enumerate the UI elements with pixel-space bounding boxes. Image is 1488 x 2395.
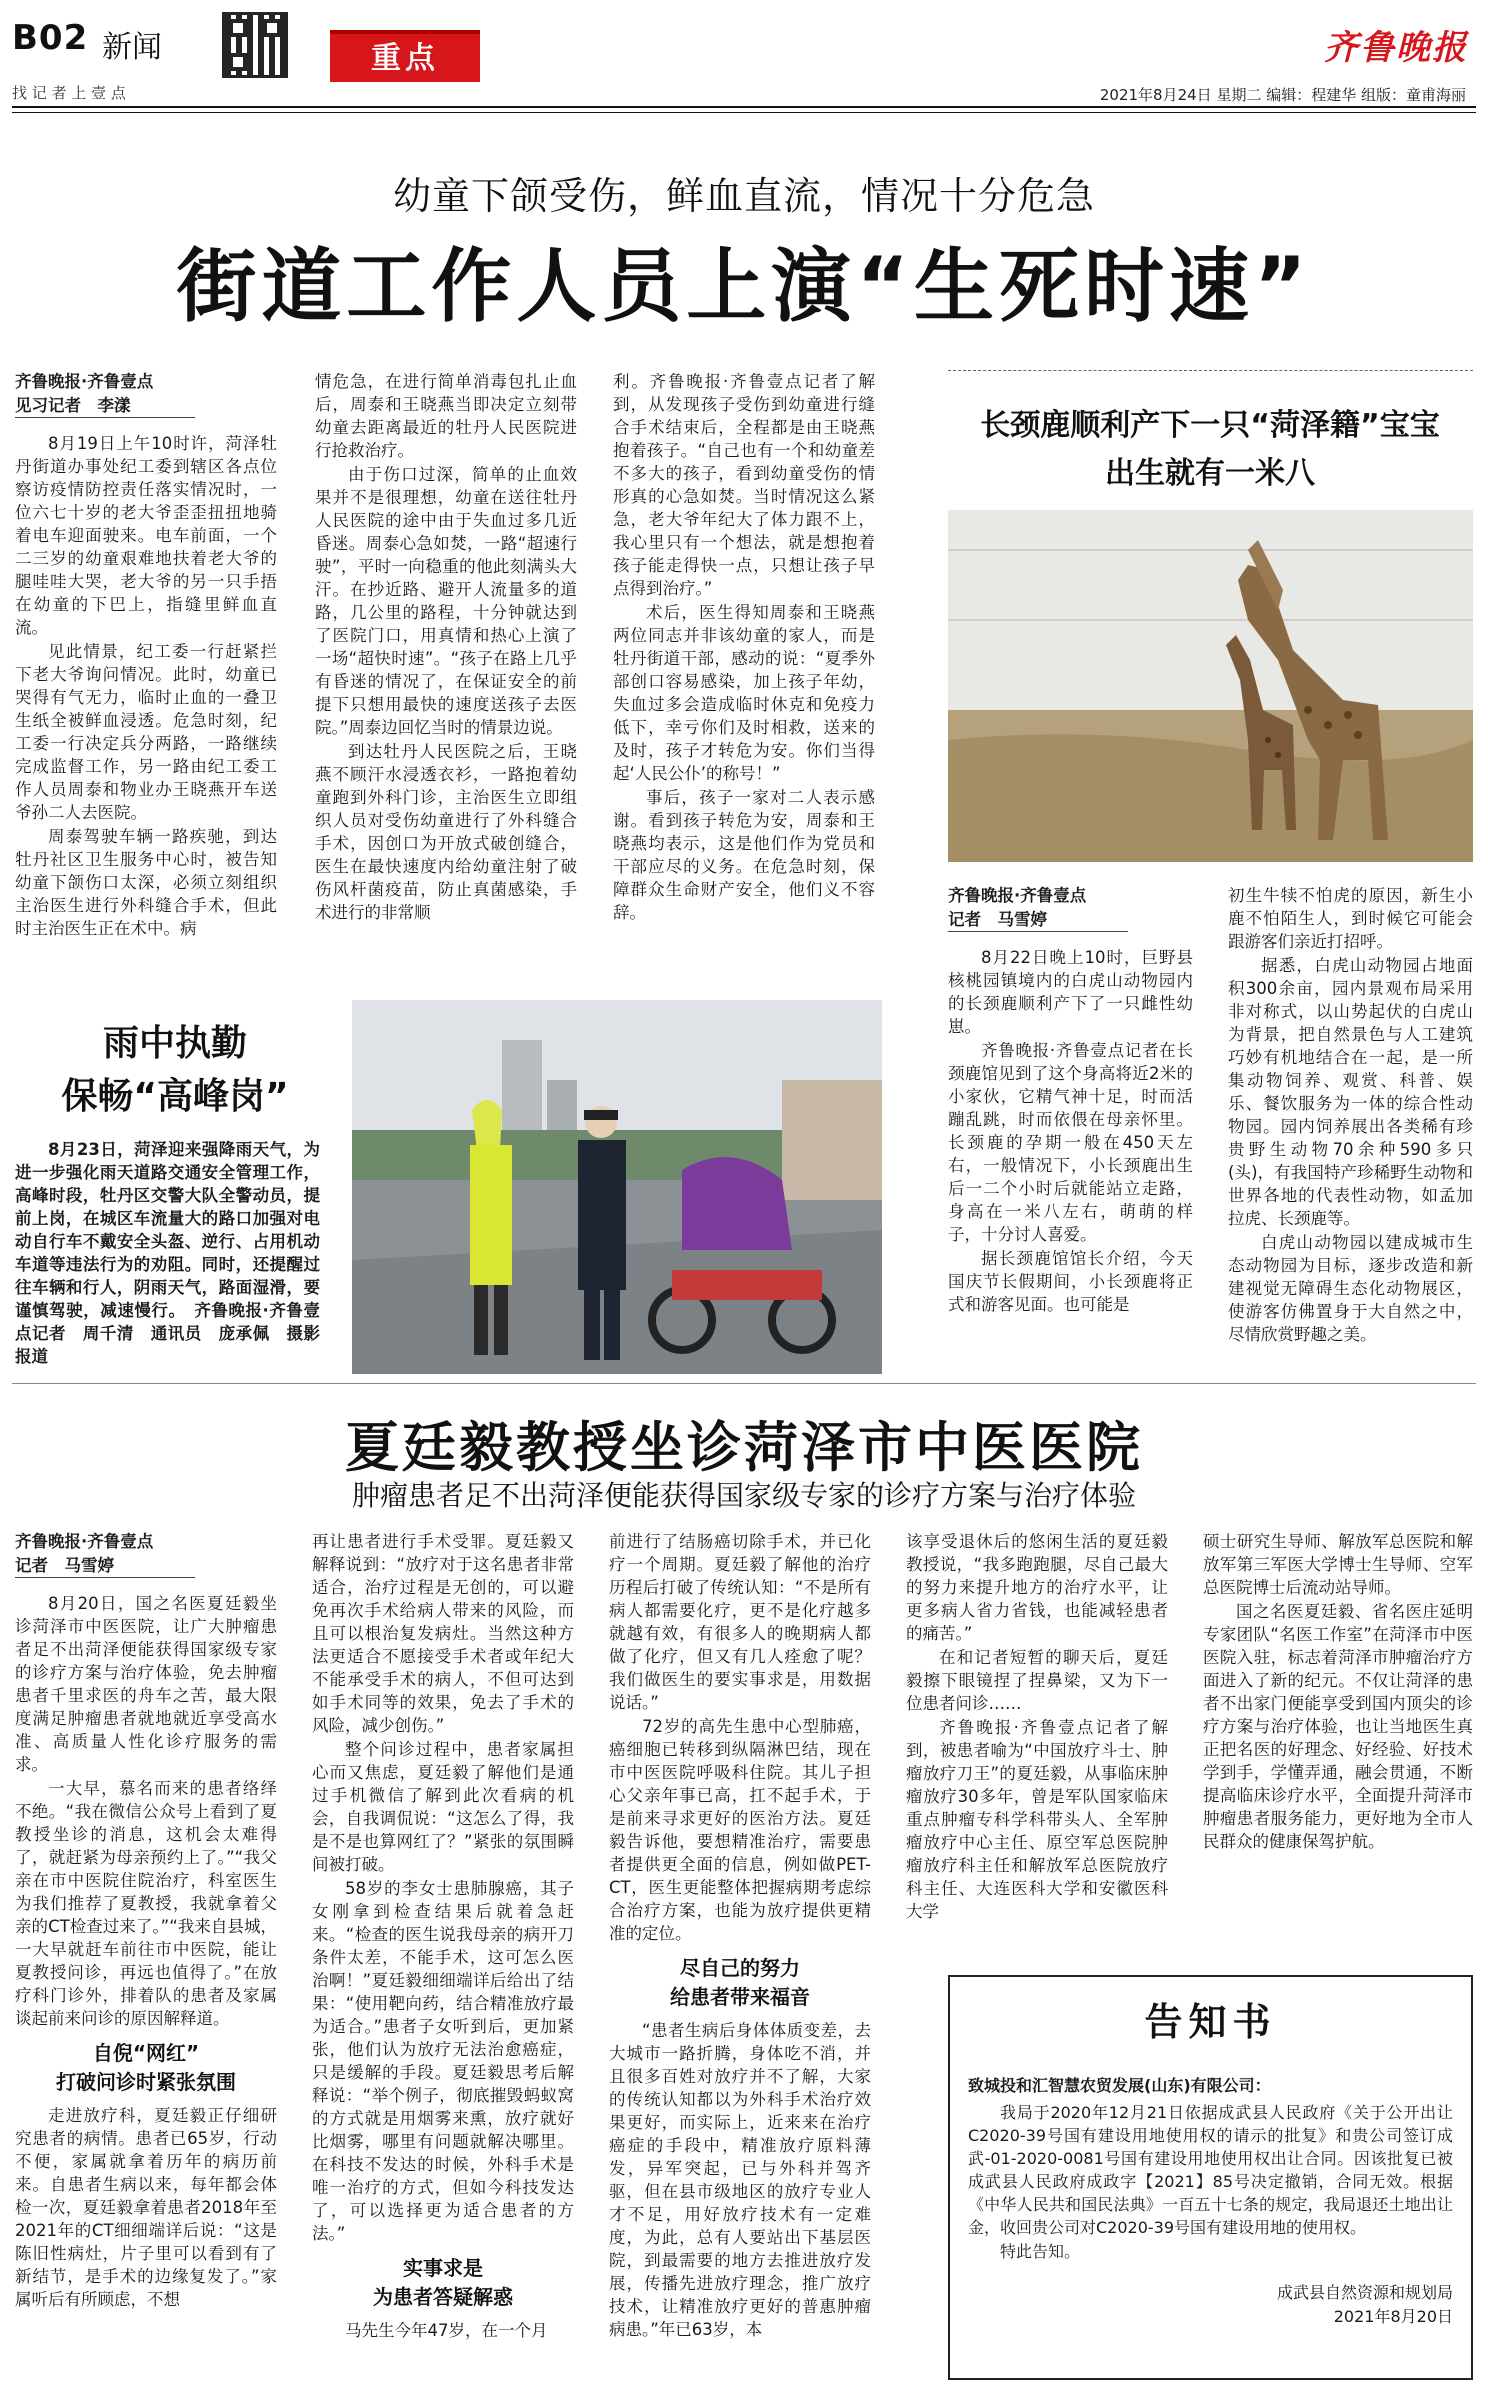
notice-to: 致城投和汇智慧农贸发展(山东)有限公司： [968,2076,1271,2095]
paragraph: 8月19日上午10时许，菏泽牡丹街道办事处纪工委到辖区各点位察访疫情防控责任落实情况时，一位六七十岁的老大爷歪歪扭扭地骑着电车迎面驶来。电车前面，一个二三岁的幼童艰难地扶着老大爷的腿哇哇大哭，老大爷的另一只手捂在幼童的下巴上，指缝里鲜血直流。 [15,434,277,637]
section-tag-label: 重点 [371,41,439,76]
paragraph: “患者生病后身体体质变差，去大城市一路折腾，身体吃不消，并且很多百姓对放疗并不了解，大家的传统认知都以为外科手术治疗效果更好，而实际上，近来来在治疗癌症的手段中，精准放疗原料薄发，异军突起，已与外科并驾齐驱，但在县市级地区的放疗专业人才不足，用好放疗技术有一定难度，为此，总有人要站出下基层医院，到最需要的地方去推进放疗发展，传播先进放疗理念，推广放疗技术，让精准放疗更好的普惠肿瘤病患。”年已63岁，本 [609,2021,871,2339]
qr-code [222,12,288,78]
paragraph: 8月22日晚上10时，巨野县核桃园镇境内的白虎山动物园内的长颈鹿顺利产下了一只雌性幼崽。 [948,948,1193,1036]
paragraph: 72岁的高先生患中心型肺癌，癌细胞已转移到纵隔淋巴结，现在市中医医院呼吸科住院。其儿子担心父亲年事已高，扛不起手术，于是前来寻求更好的医治方法。夏廷毅告诉他，要想精准治疗，需要患者提供更全面的信息，例如做PET-CT，医生更能整体把握病期考虑综合治疗方案，也能为放疗提供更精准的定位。 [609,1717,871,1943]
paragraph: 由于伤口过深，简单的止血效果并不是很理想，幼童在送往牡丹人民医院的途中由于失血过多几近昏迷。周泰心急如焚，一路“超速行驶”，平时一向稳重的他此刻满头大汗。在抄近路、避开人流量多的道路，几公里的路程，十分钟就达到了医院门口，用真情和热心上演了一场“超快时速”。“孩子在路上几乎有昏迷的情况了，在保证安全的前提下只想用最快的速度送孩子去医院。”周泰边回忆当时的情景边说。 [315,465,577,737]
notice-closing: 特此告知。 [1000,2242,1081,2261]
story2-col2 [312,1530,574,2343]
notice-sign-date: 2021年8月20日 [1333,2307,1453,2326]
giraffe-col2 [1228,884,1473,1347]
story1-byline2: 见习记者 李漾 [15,394,195,418]
story1-col1 [15,370,277,941]
paragraph: 白虎山动物园以建成城市生态动物园为目标，逐步改造和新建视觉无障碍生态化动物展区，使游客仿佛置身于大自然之中，尽情欣赏野趣之美。 [1228,1233,1473,1344]
paragraph: 初生牛犊不怕虎的原因，新生小鹿不怕陌生人，到时候它可能会跟游客们亲近打招呼。 [1228,886,1473,951]
paragraph: 马先生今年47岁，在一个月 [345,2321,548,2340]
masthead-sub: 找 记 者 上 壹 点 [12,84,126,102]
paragraph: 该享受退休后的悠闲生活的夏廷毅教授说，“我多跑跑腿，尽自己最大的努力来提升地方的治疗水平，让更多病人省力省钱，也能减轻患者的痛苦。” [906,1532,1168,1643]
notice-sign-org: 成武县自然资源和规划局 [1276,2283,1453,2302]
story1-col3 [613,370,875,925]
story2-col4 [906,1530,1168,1924]
story2-col3 [609,1530,871,2342]
paragraph: 据长颈鹿馆馆长介绍，今天国庆节长假期间，小长颈鹿将正式和游客见面。也可能是 [948,1249,1193,1314]
subhead: 实事求是 [403,2256,483,2280]
subhead: 尽自己的努力 [680,1956,800,1980]
paragraph: 齐鲁晚报·齐鲁壹点记者在长颈鹿馆见到了这个身高将近2米的小家伙，它精气神十足，时而活蹦乱跳，时而依偎在母亲怀里。长颈鹿的孕期一般在450天左右，一般情况下，小长颈鹿出生后一二个小时后就能站立走路，身高在一米八左右，萌萌的样子，十分讨人喜爱。 [948,1041,1193,1244]
paragraph: 国之名医夏廷毅、省名医庄延明专家团队“名医工作室”在菏泽市中医医院入驻，标志着菏泽市肿瘤治疗方面进入了新的纪元。不仅让菏泽的患者不出家门便能享受到国内顶尖的诊疗方案与治疗体验，也让当地医生真正把名医的好理念、好经验、好技术学到手，学懂弄通，融会贯通，不断提高临床诊疗水平，全面提升菏泽市肿瘤患者服务能力，更好地为全市人民群众的健康保驾护航。 [1203,1602,1473,1851]
paragraph: 58岁的李女士患肺腺癌，其子女刚拿到检查结果后就着急赶来。“检查的医生说我母亲的病开刀条件太差，不能手术，这可怎么医治啊！”夏廷毅细细端详后给出了结果：“使用靶向药，结合精准放疗最为适合。”患者子女听到后，更加紧张，他们认为放疗无法治愈癌症，只是缓解的手段。夏廷毅思考后解释说：“举个例子，彻底摧毁蚂蚁窝的方式就是用烟雾来熏，放疗就好比烟雾，哪里有问题就解决哪里。在科技不发达的时候，外科手术是唯一治疗的方式，但如今科技发达了，可以选择更为适合患者的方法。” [312,1879,574,2243]
rain-headline-1: 雨中执勤 [102,1023,247,1064]
subhead: 自倪“网红” [92,2041,200,2065]
subhead: 给患者带来福音 [670,1985,810,2009]
paragraph: 利。齐鲁晚报·齐鲁壹点记者了解到，从发现孩子受伤到幼童进行缝合手术结束后，全程都是由王晓燕抱着孩子。“自己也有一个和幼童差不多大的孩子，看到幼童受伤的情形真的心急如焚。当时情况这么紧急，老大爷年纪大了体力跟不上，我心里只有一个想法，就是想抱着孩子能走得快一点，只想让孩子早点得到治疗。” [613,372,875,598]
rain-headline-2: 保畅“高峰岗” [61,1076,289,1117]
rain-photo [352,1000,882,1374]
paragraph: 见此情景，纪工委一行赶紧拦下老大爷询问情况。此时，幼童已哭得有气无力，临时止血的一叠卫生纸全被鲜血浸透。危急时刻，纪工委一行决定兵分两路，一路继续完成监督工作，另一路由纪工委工作人员周泰和物业办王晓燕开车送爷孙二人去医院。 [15,642,277,822]
giraffe-headline-2: 出生就有一米八 [1105,456,1315,491]
story2-col1 [15,1530,277,2312]
story2-headline: 夏廷毅教授坐诊菏泽市中医医院 [345,1416,1143,1479]
paragraph: 在和记者短暂的聊天后，夏廷毅擦下眼镜捏了捏鼻梁，又为下一位患者问诊…… [906,1648,1168,1713]
date-line: 2021年8月24日 星期二 编辑：程建华 组版：童甫海丽 [1099,86,1466,104]
paragraph: 走进放疗科，夏廷毅正仔细研究患者的病情。患者已65岁，行动不便，家属就拿着历年的病历前来。自患者生病以来，每年都会体检一次，夏廷毅拿着患者2018年至2021年的CT细细端详后说：“这是陈旧性病灶，片子里可以看到有了新结节，是手术的边缘复发了。”家属听后有所顾虑，不想 [15,2106,277,2309]
story2-subhead: 肿瘤患者足不出菏泽便能获得国家级专家的诊疗方案与治疗体验 [351,1479,1136,1512]
paragraph: 一大早，慕名而来的患者络绎不绝。“我在微信公众号上看到了夏教授坐诊的消息，这机会太难得了，就赶紧为母亲预约上了。”“我父亲在市中医院住院治疗，科室医生为我们推荐了夏教授，我就拿着父亲的CT检查过来了。”“我来自县城，一大早就赶车前往市中医院，能让夏教授问诊，再远也值得了。”在放疗科门诊外，排着队的患者及家属谈起前来问诊的原因解释道。 [15,1779,277,2028]
paragraph: 术后，医生得知周泰和王晓燕两位同志并非该幼童的家人，而是牡丹街道干部，感动的说：“夏季外部创口容易感染，加上孩子年幼，失血过多会造成临时休克和免疫力低下，幸亏你们及时相救，送来的及时，孩子才转危为安。你们当得起‘人民公仆’的称号！” [613,603,875,783]
section-tag [330,30,480,82]
paragraph: 前进行了结肠癌切除手术，并已化疗一个周期。夏廷毅了解他的治疗历程后打破了传统认知：“不是所有病人都需要化疗，更不是化疗越多就越有效，有很多人的晚期病人都做了化疗，但又有几人痊愈了呢？我们做医生的要实事求是，用数据说话。” [609,1532,871,1712]
story1-col2 [315,370,577,925]
giraffe-headline-1: 长颈鹿顺利产下一只“菏泽籍”宝宝 [980,408,1440,443]
paragraph: 到达牡丹人民医院之后，王晓燕不顾汗水浸透衣衫，一路抱着幼童跑到外科门诊，主治医生立即组织人员对受伤幼童进行了外科缝合手术，因创口为开放式破创缝合，医生在最快速度内给幼童注射了破伤风杆菌疫苗，防止真菌感染，手术进行的非常顺 [315,742,577,922]
section-name: 新闻 [102,30,162,65]
notice-title: 告知书 [1144,2000,1277,2044]
story2-byline1: 齐鲁晚报·齐鲁壹点 [15,1532,154,1551]
paragraph: 8月20日，国之名医夏廷毅坐诊菏泽市中医医院，让广大肿瘤患者足不出菏泽便能获得国家级专家的诊疗方案与治疗体验，免去肿瘤患者千里求医的舟车之苦，最大限度满足肿瘤患者就地就近享受高水准、高质量人性化诊疗服务的需求。 [15,1594,277,1774]
paragraph: 整个问诊过程中，患者家属担心而又焦虑，夏廷毅了解他们是通过手机微信了解到此次看病的机会，自我调侃说：“这怎么了得，我是不是也算网红了？”紧张的氛围瞬间被打破。 [312,1740,574,1874]
paragraph: 情危急，在进行简单消毒包扎止血后，周泰和王晓燕当即决定立刻带幼童去距离最近的牡丹人民医院进行抢救治疗。 [315,372,577,460]
subhead: 打破问诊时紧张氛围 [56,2070,236,2094]
page-number: B02 [12,18,89,58]
subhead: 为患者答疑解惑 [373,2285,513,2309]
rain-body-wrap [15,1138,320,1369]
paragraph: 周泰驾驶车辆一路疾驰，到达牡丹社区卫生服务中心时，被告知幼童下颌伤口太深，必须立刻组织主治医生进行外科缝合手术，但此时主治医生正在术中。病 [15,827,277,938]
rain-body: 8月23日，菏泽迎来强降雨天气，为进一步强化雨天道路交通安全管理工作，高峰时段，牡丹区交警大队全警动员，提前上岗，在城区车流量大的路口加强对电动自行车不戴安全头盔、逆行、占用机动车道等违法行为的劝阻。同时，还提醒过往车辆和行人，阴雨天气，路面湿滑，要谨慎驾驶，减速慢行。 齐鲁晚报·齐鲁壹点记者 周千清 通讯员 庞承佩 摄影报道 [15,1140,320,1366]
story2-col5 [1203,1530,1473,1854]
story1-byline1: 齐鲁晚报·齐鲁壹点 [15,372,154,391]
paper-name: 齐鲁晚报 [1324,28,1468,68]
notice-body: 我局于2020年12月21日依据成武县人民政府《关于公开出让C2020-39号国有建设用地使用权的请示的批复》和贵公司签订成武-01-2020-0081号国有建设用地使用权出让合同。因该批复已被成武县人民政府成政字【2021】85号决定撤销，合同无效。根据《中华人民共和国民法典》一百五十七条的规定，我局退还土地出让金，收回贵公司对C2020-39号国有建设用地的使用权。 [968,2103,1453,2237]
divider [948,370,1473,371]
paragraph: 据悉，白虎山动物园占地面积300余亩，园内景观布局采用非对称式，以山势起伏的白虎山为背景，把自然景色与人工建筑巧妙有机地结合在一起，是一所集动物饲养、观赏、科普、娱乐、餐饮服务为一体的综合性动物园。园内饲养展出各类稀有珍贵野生动物70余种590多只(头)，有我国特产珍稀野生动物和世界各地的代表性动物，如孟加拉虎、长颈鹿等。 [1228,956,1473,1228]
giraffe-byline1: 齐鲁晚报·齐鲁壹点 [948,886,1087,905]
paragraph: 齐鲁晚报·齐鲁壹点记者了解到，被患者喻为“中国放疗斗士、肿瘤放疗刀王”的夏廷毅，从事临床肿瘤放疗30多年，曾是军队国家临床重点肿瘤专科学科带头人、全军肿瘤放疗中心主任、原空军总医院肿瘤放疗科主任和解放军总医院放疗科主任、大连医科大学和安徽医科大学 [906,1718,1168,1921]
story1-headline: 街道工作人员上演“生死时速” [176,240,1312,333]
paragraph: 硕士研究生导师、解放军总医院和解放军第三军医大学博士生导师、空军总医院博士后流动站导师。 [1203,1532,1473,1597]
paragraph: 再让患者进行手术受罪。夏廷毅又解释说到：“放疗对于这名患者非常适合，治疗过程是无创的，可以避免再次手术给病人带来的风险，而且可以根治复发病灶。当然这种方法更适合不愿接受手术者或年纪大不能承受手术的病人，不但可达到如手术同等的效果，免去了手术的风险，减少创伤。” [312,1532,574,1735]
giraffe-col1 [948,884,1193,1317]
story1-kicker: 幼童下颌受伤，鲜血直流，情况十分危急 [392,174,1095,218]
giraffe-byline2: 记者 马雪婷 [948,908,1128,932]
giraffe-photo [948,510,1473,862]
story2-byline2: 记者 马雪婷 [15,1554,195,1578]
paragraph: 事后，孩子一家对二人表示感谢。看到孩子转危为安，周泰和王晓燕均表示，这是他们作为党员和干部应尽的义务。在危急时刻，保障群众生命财产安全，他们义不容辞。 [613,788,875,922]
notice-box [948,1975,1473,2380]
